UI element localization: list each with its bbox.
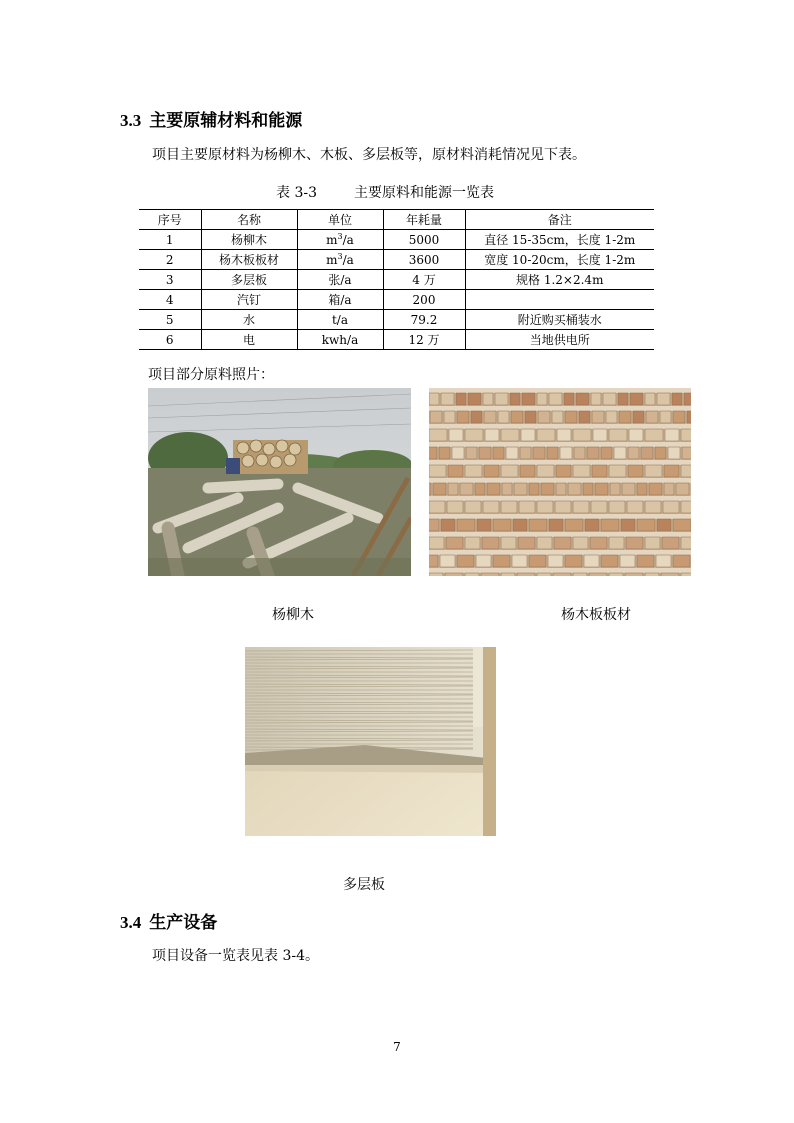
material-note: 规格 1.2×2.4m: [465, 270, 654, 290]
plywood-image: [245, 647, 496, 836]
boards-image: [429, 388, 691, 576]
annual-amount: 3600: [383, 250, 465, 270]
material-note: 附近购买桶装水: [465, 310, 654, 330]
section-heading-3-3: [120, 106, 302, 131]
unit-sup: 3: [337, 232, 343, 241]
material-note: [465, 290, 654, 310]
photo-poplar-boards: [429, 388, 691, 576]
table-header-row: [139, 210, 654, 230]
table-caption-number: 表 3-3: [276, 185, 317, 201]
table-row: [139, 250, 654, 270]
header-cell: 序号: [157, 213, 182, 227]
header-cell: 备注: [465, 210, 654, 230]
material-note: 直径 15-35cm，长度 1-2m: [465, 230, 654, 250]
photo-poplar-logs: [148, 388, 411, 576]
photo-caption-poplar-boards: 杨木板板材: [561, 607, 631, 623]
material-name: 水: [201, 310, 297, 330]
photo-caption-poplar-logs: 杨柳木: [272, 607, 314, 623]
material-name: 多层板: [201, 270, 297, 290]
unit-base: m: [326, 233, 338, 247]
material-name: 杨柳木: [201, 230, 297, 250]
table-row: [139, 330, 654, 350]
row-number: 6: [165, 332, 174, 347]
row-number: 5: [165, 312, 174, 327]
material-name: 杨木板板材: [201, 250, 297, 270]
photos-intro: 项目部分原料照片：: [148, 367, 274, 383]
header-cell: 单位: [297, 210, 383, 230]
material-unit: t/a: [297, 310, 383, 330]
table-row: [139, 230, 654, 250]
annual-amount: 5000: [383, 230, 465, 250]
photo-plywood: [245, 647, 496, 836]
material-name: 汽钉: [201, 290, 297, 310]
section-title: 主要原辅材料和能源: [149, 111, 303, 131]
material-unit: kwh/a: [297, 330, 383, 350]
material-unit: 张/a: [297, 270, 383, 290]
table-row: [139, 270, 654, 290]
unit-base: m: [326, 253, 338, 267]
photo-caption-plywood: 多层板: [343, 877, 385, 893]
row-number: 3: [165, 272, 174, 287]
row-number: 2: [165, 252, 174, 267]
material-unit: [297, 250, 383, 270]
section-title: 生产设备: [149, 913, 218, 933]
annual-amount: 79.2: [383, 310, 465, 330]
unit-tail: /a: [342, 233, 354, 247]
row-number: 4: [165, 292, 174, 307]
unit-sup: 3: [337, 252, 343, 261]
page-number: 7: [393, 1040, 401, 1054]
table-row: [139, 310, 654, 330]
section-heading-3-4: [120, 908, 217, 933]
annual-amount: 12 万: [383, 330, 465, 350]
table-caption-title: 主要原料和能源一览表: [354, 185, 494, 201]
unit-tail: /a: [342, 253, 354, 267]
annual-amount: 4 万: [383, 270, 465, 290]
material-name: 电: [201, 330, 297, 350]
materials-table: [139, 209, 654, 350]
table-row: [139, 290, 654, 310]
material-unit: 箱/a: [297, 290, 383, 310]
header-cell: 名称: [201, 210, 297, 230]
intro-paragraph: 项目主要原材料为杨柳木、木板、多层板等，原材料消耗情况见下表。: [152, 147, 586, 163]
logs-image: [148, 388, 411, 576]
section-number: 3.4: [120, 913, 142, 932]
section-number: 3.3: [120, 111, 142, 130]
material-note: 宽度 10-20cm，长度 1-2m: [465, 250, 654, 270]
material-note: 当地供电所: [465, 330, 654, 350]
material-unit: [297, 230, 383, 250]
equipment-paragraph: 项目设备一览表见表 3-4。: [152, 948, 319, 964]
row-number: 1: [165, 232, 174, 247]
header-cell: 年耗量: [383, 210, 465, 230]
annual-amount: 200: [383, 290, 465, 310]
